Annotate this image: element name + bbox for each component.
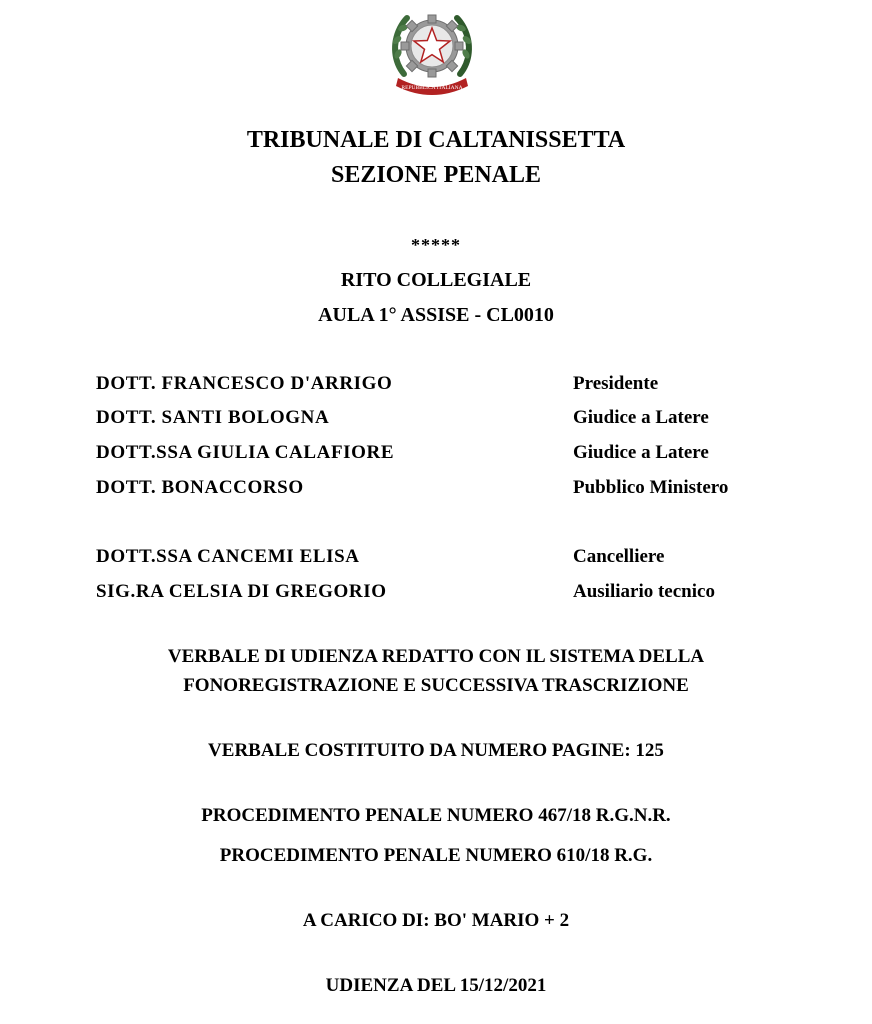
court-member-row bbox=[0, 407, 872, 433]
republic-emblem bbox=[388, 4, 476, 98]
clerk-row bbox=[0, 581, 872, 607]
clerk-role: Ausiliario tecnico bbox=[573, 581, 715, 602]
separator-stars: ***** bbox=[411, 235, 461, 255]
republic-emblem-icon bbox=[388, 4, 476, 98]
court-member-row bbox=[0, 477, 872, 503]
member-role: Giudice a Latere bbox=[573, 407, 709, 428]
clerk-row bbox=[0, 546, 872, 572]
proceeding-rg: PROCEDIMENTO PENALE NUMERO 610/18 R.G. bbox=[219, 845, 653, 866]
page-count-label: VERBALE COSTITUITO DA NUMERO PAGINE: 125 bbox=[208, 740, 664, 761]
ribbon-text: REPUBBLICA ITALIANA bbox=[401, 85, 463, 91]
member-name: DOTT. FRANCESCO D'ARRIGO bbox=[96, 373, 393, 394]
court-member-row bbox=[0, 373, 872, 399]
court-title: TRIBUNALE DI CALTANISSETTA bbox=[246, 127, 626, 153]
member-role: Presidente bbox=[573, 373, 659, 394]
room-label: AULA 1° ASSISE - CL0010 bbox=[318, 304, 554, 326]
member-role: Giudice a Latere bbox=[573, 442, 709, 463]
record-title-line2: FONOREGISTRAZIONE E SUCCESSIVA TRASCRIZIONE bbox=[183, 675, 689, 696]
member-name: DOTT. BONACCORSO bbox=[96, 477, 304, 498]
hearing-date: UDIENZA DEL 15/12/2021 bbox=[325, 975, 547, 996]
court-member-row bbox=[0, 442, 872, 468]
member-role: Pubblico Ministero bbox=[573, 477, 729, 498]
member-name: DOTT. SANTI BOLOGNA bbox=[96, 407, 330, 428]
member-name: DOTT.SSA GIULIA CALAFIORE bbox=[96, 442, 395, 463]
clerk-role: Cancelliere bbox=[573, 546, 665, 567]
clerk-name: SIG.RA CELSIA DI GREGORIO bbox=[96, 581, 387, 602]
proceeding-rgnr: PROCEDIMENTO PENALE NUMERO 467/18 R.G.N.R. bbox=[201, 805, 671, 826]
clerk-name: DOTT.SSA CANCEMI ELISA bbox=[96, 546, 360, 567]
section-title: SEZIONE PENALE bbox=[330, 162, 542, 188]
record-title-line1: VERBALE DI UDIENZA REDATTO CON IL SISTEMA DELLA bbox=[167, 646, 705, 667]
rite-label: RITO COLLEGIALE bbox=[340, 269, 532, 291]
defendant-label: A CARICO DI: BO' MARIO + 2 bbox=[302, 910, 570, 931]
